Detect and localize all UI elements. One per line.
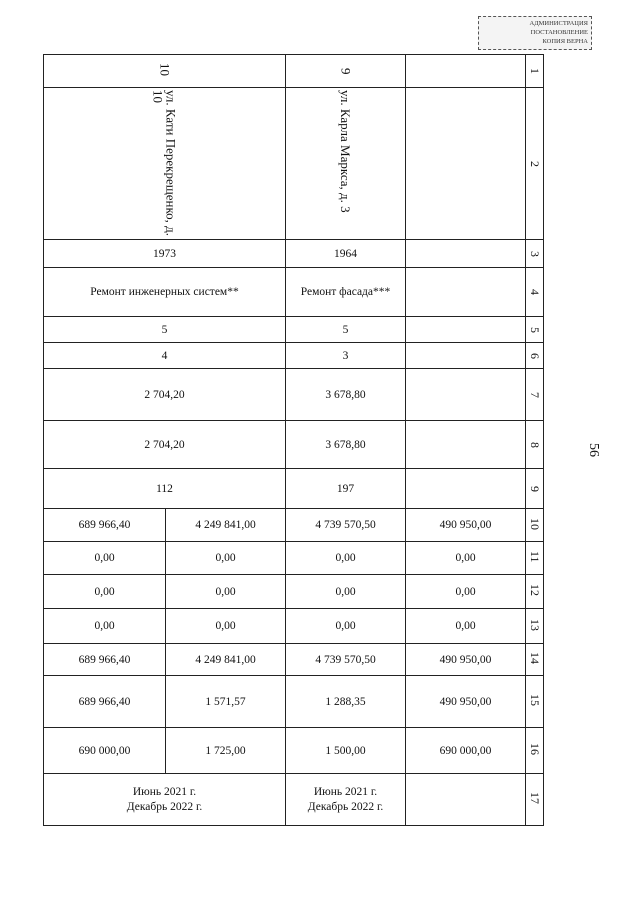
cell-empty — [406, 88, 526, 240]
cell-area-total: 2 704,20 — [44, 369, 286, 421]
cell-entrances: 4 — [44, 343, 286, 369]
cell-value: 490 950,00 — [406, 676, 526, 728]
cell-empty — [406, 343, 526, 369]
row-number: 6 — [526, 343, 544, 369]
cell-value: 4 249 841,00 — [166, 644, 286, 676]
row-number: 12 — [526, 575, 544, 609]
cell-value: 0,00 — [166, 542, 286, 575]
row-number: 17 — [526, 774, 544, 826]
data-table — [43, 54, 544, 826]
table-row — [44, 509, 544, 542]
table-row — [44, 644, 544, 676]
row-number: 13 — [526, 609, 544, 644]
cell-value: 1 725,00 — [166, 728, 286, 774]
cell-value: 0,00 — [406, 542, 526, 575]
row-number: 9 — [526, 469, 544, 509]
row-number: 4 — [526, 268, 544, 317]
cell-value: 0,00 — [286, 542, 406, 575]
cell-period — [286, 774, 406, 826]
cell-value: 690 000,00 — [44, 728, 166, 774]
row-number: 8 — [526, 421, 544, 469]
cell-empty — [406, 240, 526, 268]
period-start: Июнь 2021 г. — [132, 785, 197, 798]
cell-empty — [406, 421, 526, 469]
cell-value: 490 950,00 — [406, 509, 526, 542]
table-row — [44, 369, 544, 421]
cell-residents: 112 — [44, 469, 286, 509]
table-row — [44, 676, 544, 728]
cell-value: 689 966,40 — [44, 509, 166, 542]
row-number: 14 — [526, 644, 544, 676]
table-row — [44, 774, 544, 826]
cell-year: 1964 — [286, 240, 406, 268]
cell-year: 1973 — [44, 240, 286, 268]
cell-value: 689 966,40 — [44, 644, 166, 676]
cell-value: 490 950,00 — [406, 644, 526, 676]
cell-area-premises: 3 678,80 — [286, 421, 406, 469]
cell-object-number: 10 — [44, 55, 286, 88]
cell-value: 0,00 — [44, 609, 166, 644]
table-row — [44, 542, 544, 575]
cell-value: 1 288,35 — [286, 676, 406, 728]
cell-value: 0,00 — [286, 609, 406, 644]
table-row — [44, 575, 544, 609]
row-number: 2 — [526, 88, 544, 240]
cell-value: 0,00 — [166, 609, 286, 644]
row-number: 11 — [526, 542, 544, 575]
stamp-line: АДМИНИСТРАЦИЯ — [529, 20, 588, 27]
cell-empty — [406, 268, 526, 317]
cell-empty — [406, 55, 526, 88]
table-row — [44, 728, 544, 774]
row-number: 16 — [526, 728, 544, 774]
row-number: 7 — [526, 369, 544, 421]
cell-address: ул. Кати Перекрещенко, д. 10 — [44, 88, 286, 240]
cell-value: 4 249 841,00 — [166, 509, 286, 542]
cell-value: 0,00 — [44, 542, 166, 575]
official-stamp — [478, 16, 592, 50]
cell-value: 690 000,00 — [406, 728, 526, 774]
row-number: 5 — [526, 317, 544, 343]
row-number: 15 — [526, 676, 544, 728]
cell-empty — [406, 469, 526, 509]
period-end: Декабрь 2022 г. — [307, 800, 384, 813]
cell-value: 0,00 — [44, 575, 166, 609]
period-end: Декабрь 2022 г. — [126, 800, 203, 813]
table-row — [44, 317, 544, 343]
cell-value: 4 739 570,50 — [286, 644, 406, 676]
row-number: 10 — [526, 509, 544, 542]
row-number: 3 — [526, 240, 544, 268]
cell-value: 689 966,40 — [44, 676, 166, 728]
cell-area-premises: 2 704,20 — [44, 421, 286, 469]
cell-value: 0,00 — [406, 575, 526, 609]
cell-work-type: Ремонт инженерных систем** — [44, 268, 286, 317]
cell-residents: 197 — [286, 469, 406, 509]
cell-entrances: 3 — [286, 343, 406, 369]
cell-floors: 5 — [44, 317, 286, 343]
stamp-line: КОПИЯ ВЕРНА — [542, 38, 588, 45]
table-row — [44, 268, 544, 317]
cell-value: 1 500,00 — [286, 728, 406, 774]
cell-value: 0,00 — [406, 609, 526, 644]
table-row — [44, 88, 544, 240]
cell-object-number: 9 — [286, 55, 406, 88]
stamp-line: ПОСТАНОВЛЕНИЕ — [530, 29, 588, 36]
cell-area-total: 3 678,80 — [286, 369, 406, 421]
cell-empty — [406, 369, 526, 421]
cell-period — [44, 774, 286, 826]
cell-empty — [406, 774, 526, 826]
table-row — [44, 343, 544, 369]
cell-address: ул. Карла Маркса, д. 3 — [286, 88, 406, 240]
cell-work-type: Ремонт фасада*** — [286, 268, 406, 317]
cell-floors: 5 — [286, 317, 406, 343]
page-number: 56 — [586, 443, 601, 457]
period-start: Июнь 2021 г. — [313, 785, 378, 798]
cell-value: 0,00 — [286, 575, 406, 609]
row-number: 1 — [526, 55, 544, 88]
cell-value: 4 739 570,50 — [286, 509, 406, 542]
table-row — [44, 609, 544, 644]
cell-value: 0,00 — [166, 575, 286, 609]
table-row — [44, 421, 544, 469]
cell-empty — [406, 317, 526, 343]
cell-value: 1 571,57 — [166, 676, 286, 728]
table-row — [44, 240, 544, 268]
table-row — [44, 469, 544, 509]
table-row — [44, 55, 544, 88]
